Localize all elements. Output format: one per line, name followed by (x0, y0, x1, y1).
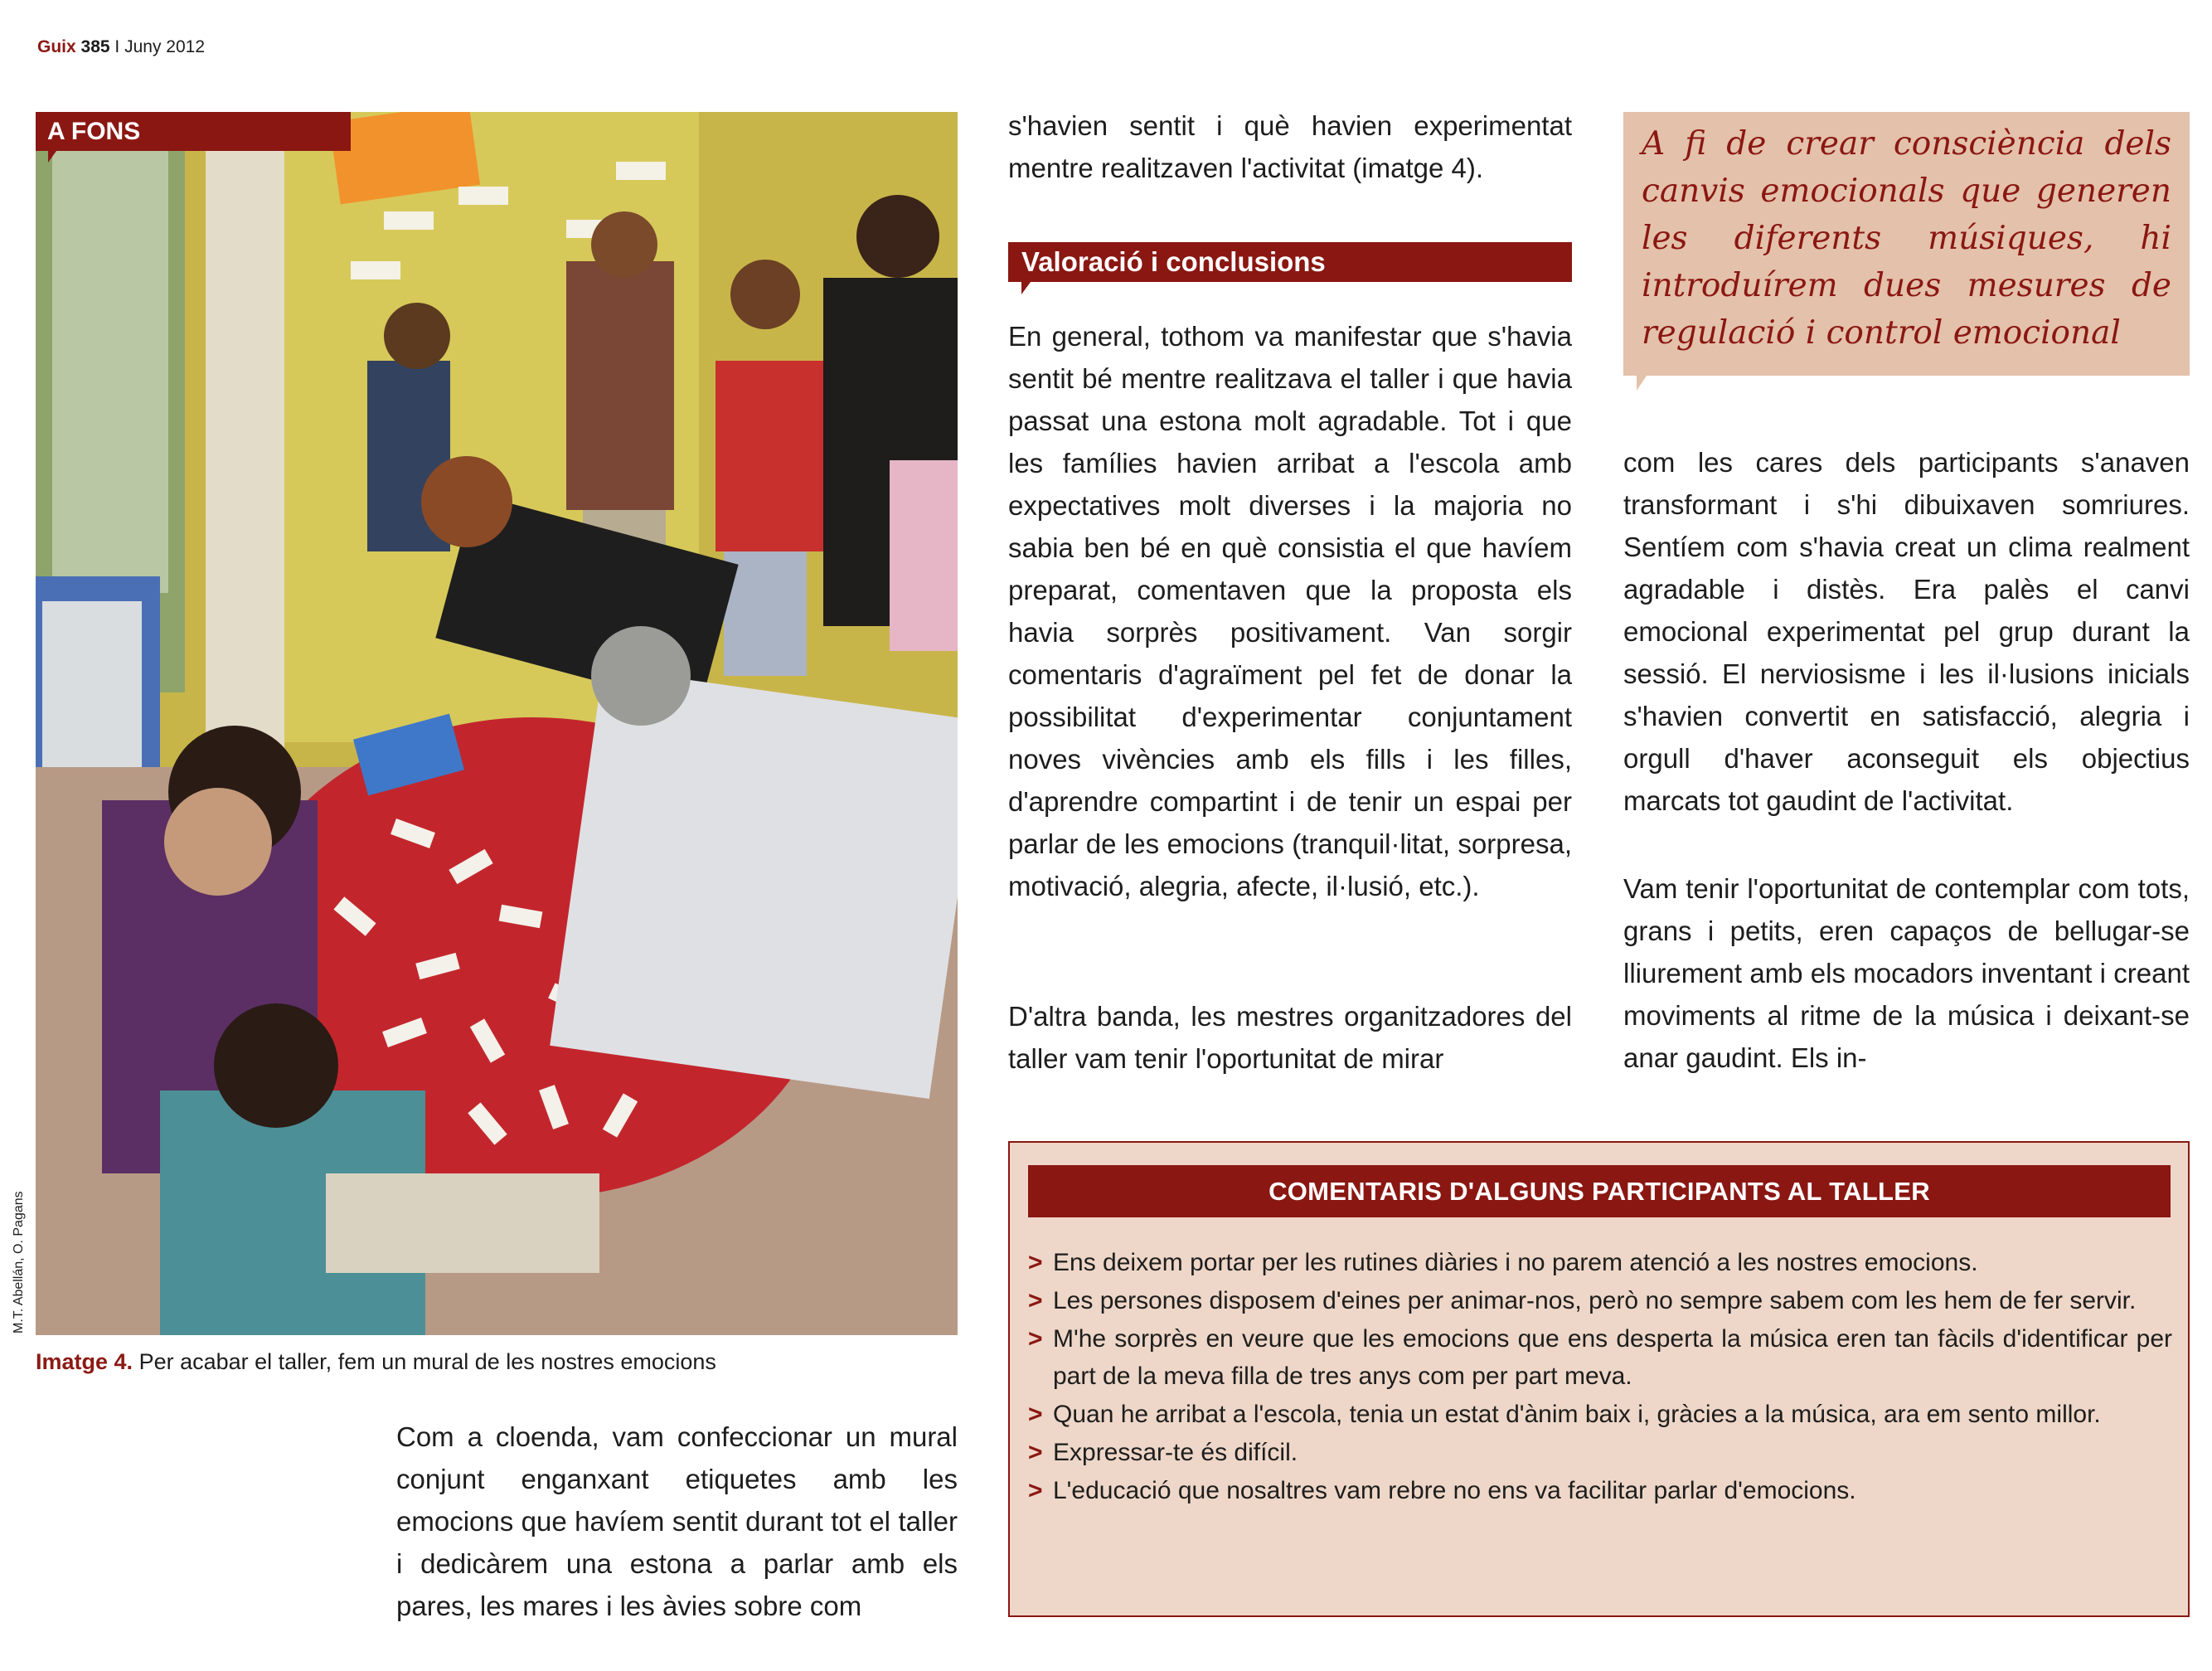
subheading-notch (1021, 282, 1031, 294)
issue-date: Juny 2012 (124, 37, 206, 56)
caption-label: Imatge 4. (36, 1349, 133, 1374)
column1-paragraph: Com a cloenda, vam confeccionar un mural conjunt enganxant etiquetes amb les emocions que havíem sentit durant tot el taller i dedicàrem una estona a parlar amb els pares, les mares i les àvies sobre com (396, 1421, 958, 1621)
comment-text: M'he sorprès en veure que les emocions que ens desperta la música eren tan fàcils d'identificar per part de la meva filla de tres anys com per part meva. (1053, 1325, 2172, 1390)
chevron-right-icon: > (1028, 1439, 1043, 1466)
comment-text: L'educació que nosaltres vam rebre no ens va facilitar parlar d'emocions. (1053, 1477, 1856, 1504)
comment-item (1028, 1320, 2172, 1395)
comment-item (1028, 1396, 2172, 1433)
photo-credit-wrap (12, 1191, 30, 1499)
column2-paragraph1: En general, tothom va manifestar que s'havia sentit bé mentre realitzava el taller i que havia passat una estona molt agradable. Tot i que les famílies havien arribat a l'escola amb expectatives molt diverses i la majoria no sabia ben bé en què consistia el que havíem preparat, comentaven que la proposta els havia sorprès positivament. Van sorgir comentaris d'agraïment pel fet de donar la possibilitat d'experimentar conjuntament noves vivències amb els fills i les filles, d'aprendre compartint i de tenir un espai per parlar de les emocions (tranquil·litat, sorpresa, motivació, alegria, afecte, il·lusió, etc.). (1008, 321, 1572, 901)
comment-text: Expressar-te és difícil. (1053, 1439, 1298, 1466)
column3-paragraph1: com les cares dels participants s'anaven transformant i s'hi dibuixaven somriures. Sentíem com s'havia creat un clima realment agradable i distès. Era palès el canvi emocional experimentat pel grup durant la sessió. El nerviosisme i les il·lusions inicials s'havien convertit en satisfacció, alegria i orgull d'haver aconseguit els objectius marcats tot gaudint de l'activitat. (1623, 447, 2190, 816)
comment-item (1028, 1434, 2172, 1471)
chevron-right-icon: > (1028, 1249, 1043, 1276)
column3-paragraph2: Vam tenir l'oportunitat de contemplar com tots, grans i petits, eren capaços de bellugar-se lliurement amb els mocadors inventant i creant moviments al ritme de la música i deixant-se anar gaudint. Els in- (1623, 873, 2190, 1073)
column2-paragraph2: D'altra banda, les mestres organitzadores del taller vam tenir l'oportunitat de mirar (1008, 1001, 1572, 1074)
comment-text: Quan he arribat a l'escola, tenia un estat d'ànim baix i, gràcies a la música, ara em sento millor. (1053, 1401, 2101, 1428)
chevron-right-icon: > (1028, 1401, 1043, 1428)
chevron-right-icon: > (1028, 1477, 1043, 1504)
pull-quote: A fi de crear consciència dels canvis emocionals que generen les diferents músiques, hi introduírem dues mesures de regulació i control emocional (1623, 112, 2190, 376)
header-separator: I (114, 37, 120, 56)
issue-number: 385 (80, 37, 110, 56)
column2-continuation: s'havien sentit i què havien experimentat mentre realitzaven l'activitat (imatge 4). (1008, 110, 1572, 183)
photo-credit: M.T. Abellán, O. Pagans (12, 1191, 26, 1333)
comment-item (1028, 1472, 2172, 1509)
section-tag-notch (48, 151, 56, 163)
pull-quote-notch (1637, 376, 1647, 391)
subheading-conclusions: Valoració i conclusions (1008, 242, 1572, 282)
photo-caption (36, 1348, 958, 1376)
magazine-name: Guix (37, 37, 76, 56)
comment-text: Les persones disposem d'eines per animar-nos, però no sempre sabem com les hem de fer servir. (1053, 1287, 2137, 1314)
comments-box-title: COMENTARIS D'ALGUNS PARTICIPANTS AL TALLER (1028, 1165, 2171, 1217)
comment-text: Ens deixem portar per les rutines diàries i no parem atenció a les nostres emocions. (1053, 1249, 1978, 1276)
comment-item (1028, 1282, 2172, 1319)
section-tag: A FONS (36, 112, 351, 151)
caption-text: Per acabar el taller, fem un mural de les nostres emocions (138, 1349, 716, 1374)
running-header (37, 36, 205, 58)
chevron-right-icon: > (1028, 1325, 1043, 1353)
comment-item (1028, 1244, 2172, 1281)
classroom-photo-illustration (36, 112, 958, 1335)
comments-list (1028, 1244, 2172, 1510)
classroom-photo (36, 112, 958, 1335)
chevron-right-icon: > (1028, 1287, 1043, 1314)
